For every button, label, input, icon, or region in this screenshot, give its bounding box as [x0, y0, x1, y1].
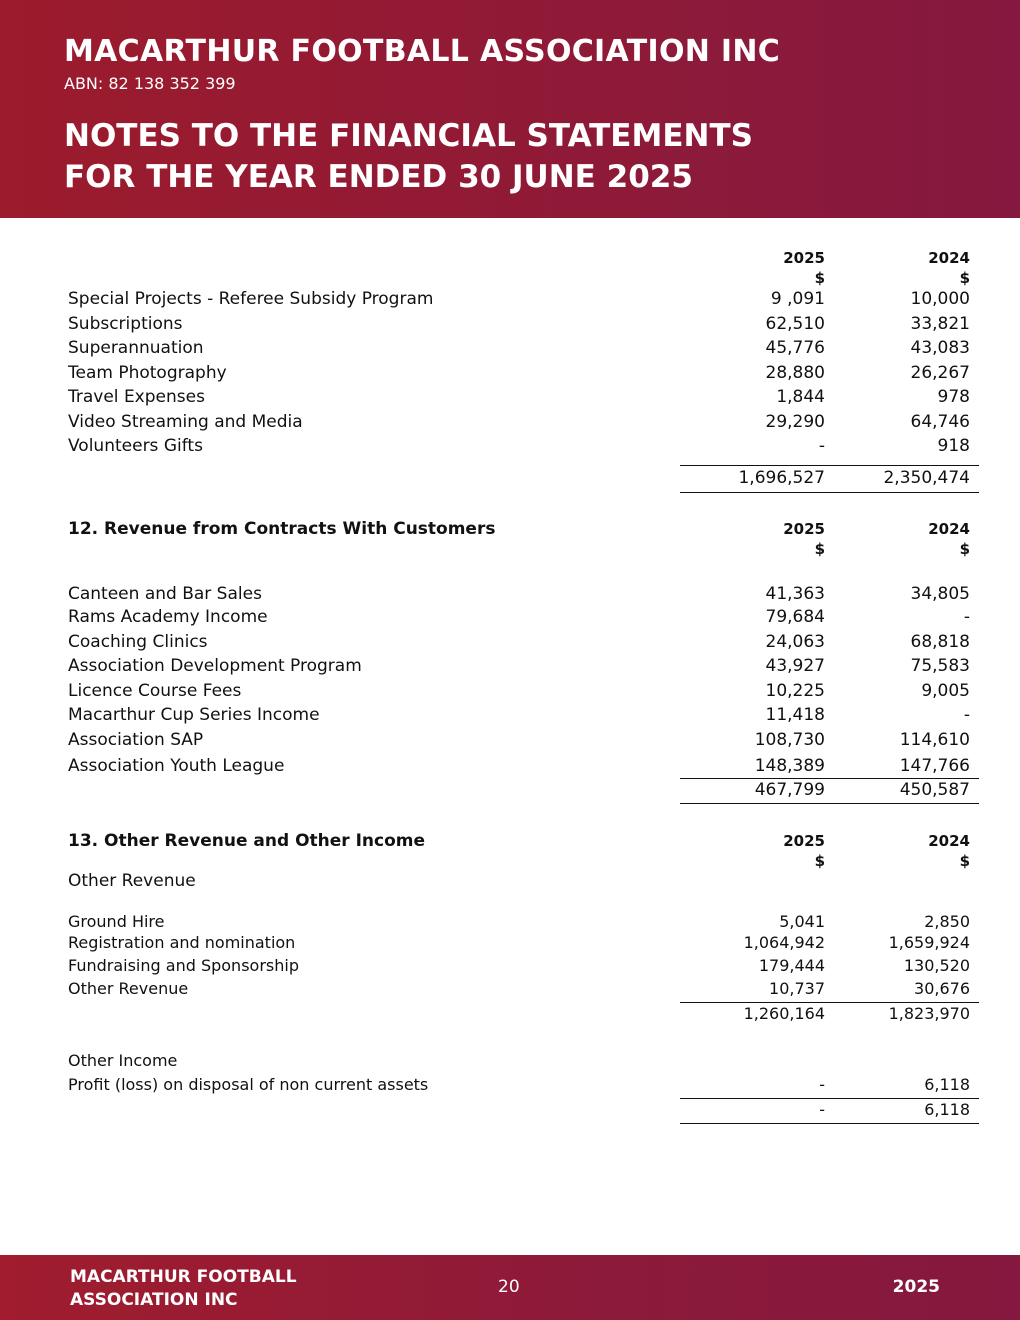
subtotal-rule [680, 1002, 979, 1003]
column-header-2025: 2025 $ [783, 249, 825, 287]
table-row: Profit (loss) on disposal of non current assets - 6,118 [68, 1075, 970, 1094]
subtotal-rule [680, 465, 979, 466]
page-footer [0, 1255, 1020, 1320]
section-title: 12. Revenue from Contracts With Customers [68, 519, 496, 539]
footer-year: 2025 [892, 1277, 940, 1297]
total-row: 1,260,164 1,823,970 [743, 1004, 970, 1023]
subtotal-rule [680, 778, 979, 779]
total-rule [680, 803, 979, 804]
other-income-heading: Other Income [68, 1051, 178, 1070]
table-row: Other Revenue 10,737 30,676 [68, 979, 970, 998]
table-row: Licence Course Fees 10,225 9,005 [68, 681, 970, 701]
table-row: Ground Hire 5,041 2,850 [68, 912, 970, 931]
table-row: Subscriptions 62,510 33,821 [68, 314, 970, 334]
section-title: 13. Other Revenue and Other Income [68, 831, 426, 851]
column-header-2025: 2025 $ [783, 520, 825, 558]
table-row: Canteen and Bar Sales 41,363 34,805 [68, 584, 970, 604]
table-row: Video Streaming and Media 29,290 64,746 [68, 412, 970, 432]
table-row: Rams Academy Income 79,684 - [68, 607, 970, 627]
table-row: Travel Expenses 1,844 978 [68, 387, 970, 407]
column-header-2024: 2024 $ [928, 832, 970, 870]
organisation-name: MACARTHUR FOOTBALL ASSOCIATION INC [64, 34, 781, 69]
column-header-2024: 2024 $ [928, 520, 970, 558]
footer-organisation: MACARTHUR FOOTBALL ASSOCIATION INC [70, 1267, 297, 1310]
document-title-line1: NOTES TO THE FINANCIAL STATEMENTS [64, 118, 753, 154]
total-row: - 6,118 [819, 1100, 970, 1119]
document-title-line2: FOR THE YEAR ENDED 30 JUNE 2025 [64, 159, 693, 195]
table-row: Superannuation 45,776 43,083 [68, 338, 970, 358]
table-row: Association Youth League 148,389 147,766 [68, 756, 970, 776]
subtotal-rule [680, 1098, 979, 1099]
table-row: Association SAP 108,730 114,610 [68, 730, 970, 750]
table-row: Team Photography 28,880 26,267 [68, 363, 970, 383]
table-row: Association Development Program 43,927 75,583 [68, 656, 970, 676]
total-row: 1,696,527 2,350,474 [738, 468, 970, 488]
page-number: 20 [498, 1277, 520, 1297]
table-row: Fundraising and Sponsorship 179,444 130,520 [68, 956, 970, 975]
table-row: Coaching Clinics 24,063 68,818 [68, 632, 970, 652]
column-header-2025: 2025 $ [783, 832, 825, 870]
other-revenue-heading: Other Revenue [68, 871, 196, 891]
table-row: Volunteers Gifts - 918 [68, 436, 970, 456]
total-rule [680, 492, 979, 493]
total-row: 467,799 450,587 [754, 780, 970, 800]
table-row: Registration and nomination 1,064,942 1,659,924 [68, 933, 970, 952]
table-row: Macarthur Cup Series Income 11,418 - [68, 705, 970, 725]
table-row: Special Projects - Referee Subsidy Program 9 ,091 10,000 [68, 289, 970, 309]
column-header-2024: 2024 $ [928, 249, 970, 287]
abn-number: ABN: 82 138 352 399 [64, 74, 236, 93]
page-header [0, 0, 1020, 218]
total-rule [680, 1123, 979, 1124]
